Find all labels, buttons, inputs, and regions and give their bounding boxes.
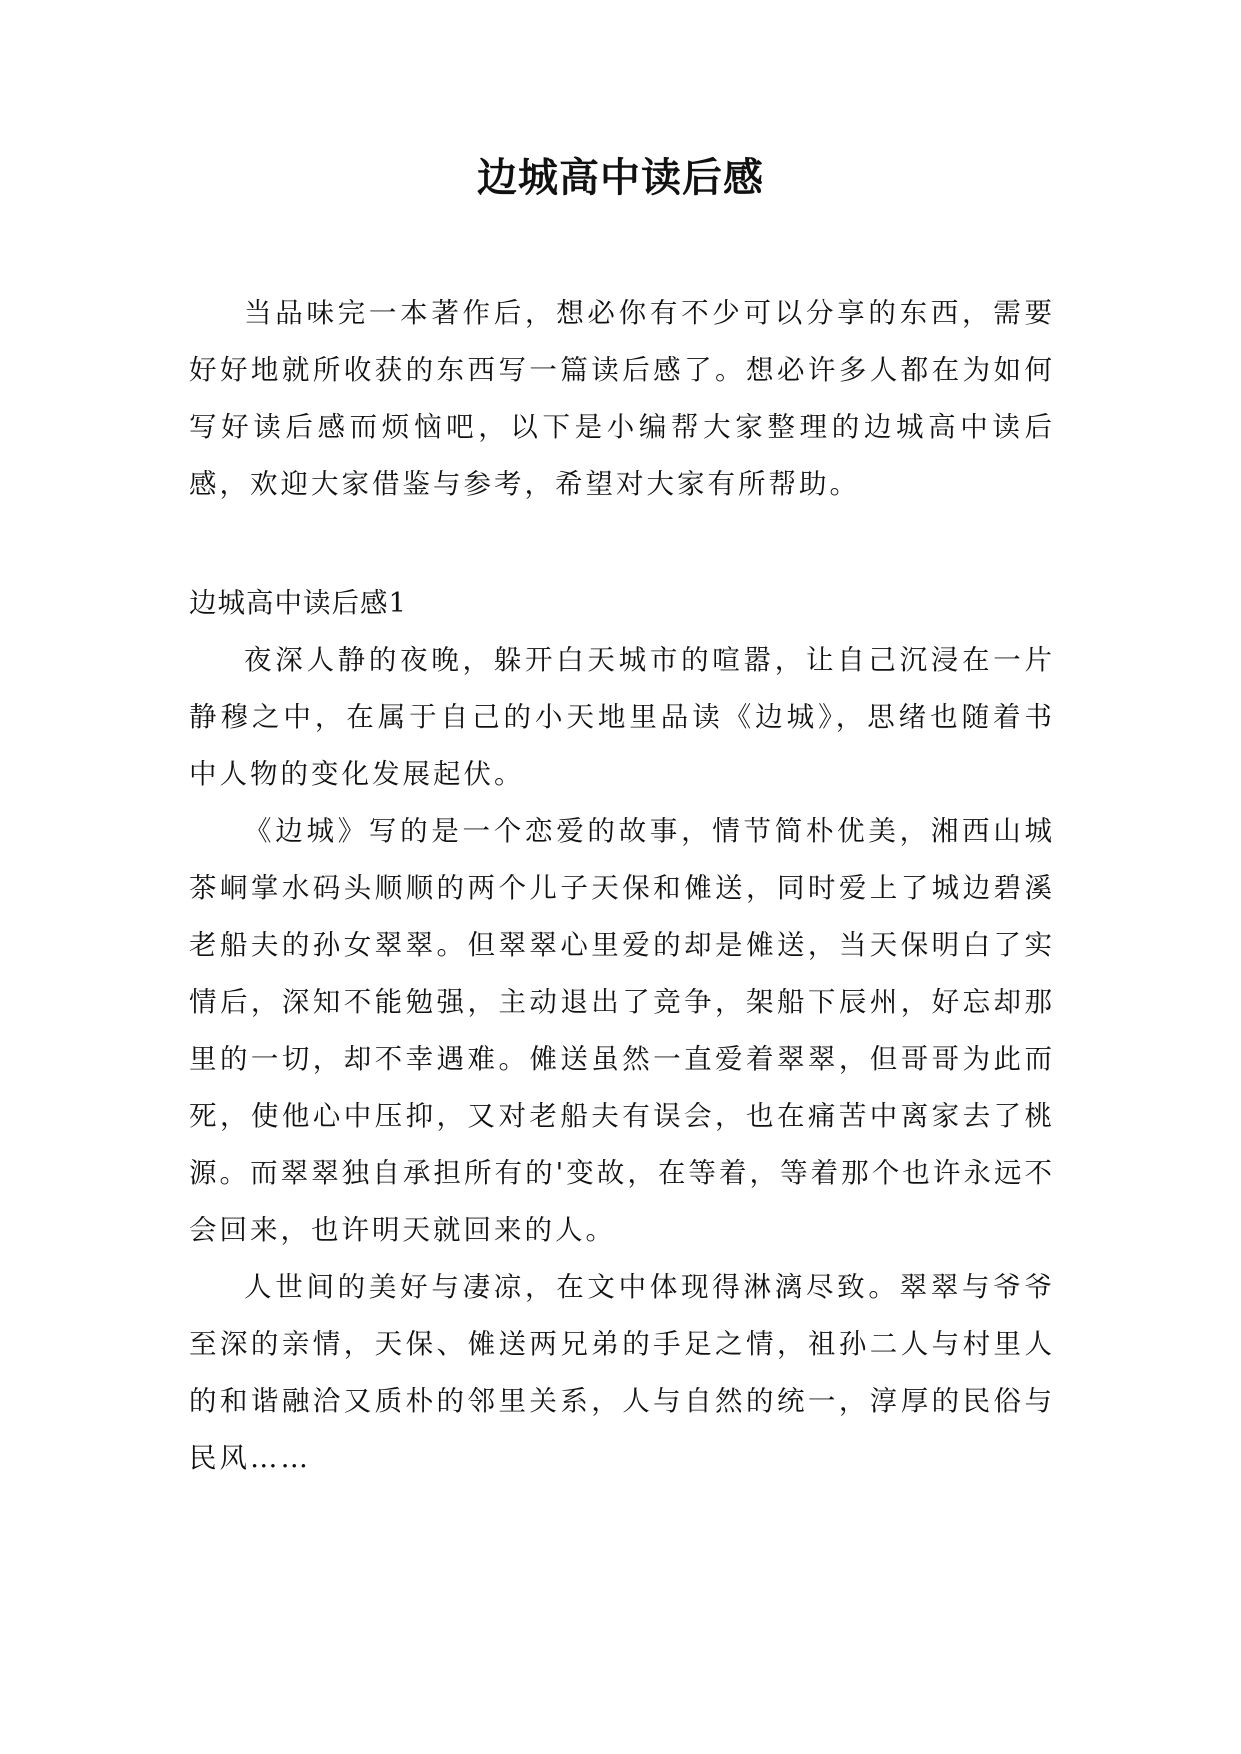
body-paragraph-2: 《边城》写的是一个恋爱的故事，情节简朴优美，湘西山城茶峒掌水码头顺顺的两个儿子天保和傩送，同时爱上了城边碧溪老船夫的孙女翠翠。但翠翠心里爱的却是傩送，当天保明白了实情后，深知不能勉强，主动退出了竞争，架船下辰州，好忘却那里的一切，却不幸遇难。傩送虽然一直爱着翠翠，但哥哥为此而死，使他心中压抑，又对老船夫有误会，也在痛苦中离家去了桃源。而翠翠独自承担所有的'变故，在等着，等着那个也许永远不会回来，也许明天就回来的人。 (189, 815, 1055, 1246)
section-1 (189, 575, 1055, 1487)
body-paragraph-3: 人世间的美好与凄凉，在文中体现得淋漓尽致。翠翠与爷爷至深的亲情，天保、傩送两兄弟的手足之情，祖孙二人与村里人的和谐融洽又质朴的邻里关系，人与自然的统一，淳厚的民俗与民风…… (189, 1271, 1055, 1474)
document-title: 边城高中读后感 (477, 155, 764, 201)
intro-paragraph: 当品味完一本著作后，想必你有不少可以分享的东西，需要好好地就所收获的东西写一篇读后感了。想必许多人都在为如何写好读后感而烦恼吧，以下是小编帮大家整理的边城高中读后感，欢迎大家借鉴与参考，希望对大家有所帮助。 (189, 297, 1055, 500)
body-paragraph-1: 夜深人静的夜晚，躲开白天城市的喧嚣，让自己沉浸在一片静穆之中，在属于自己的小天地里品读《边城》，思绪也随着书中人物的变化发展起伏。 (189, 644, 1055, 790)
section-heading: 边城高中读后感1 (189, 587, 407, 619)
intro-block (189, 285, 1055, 513)
